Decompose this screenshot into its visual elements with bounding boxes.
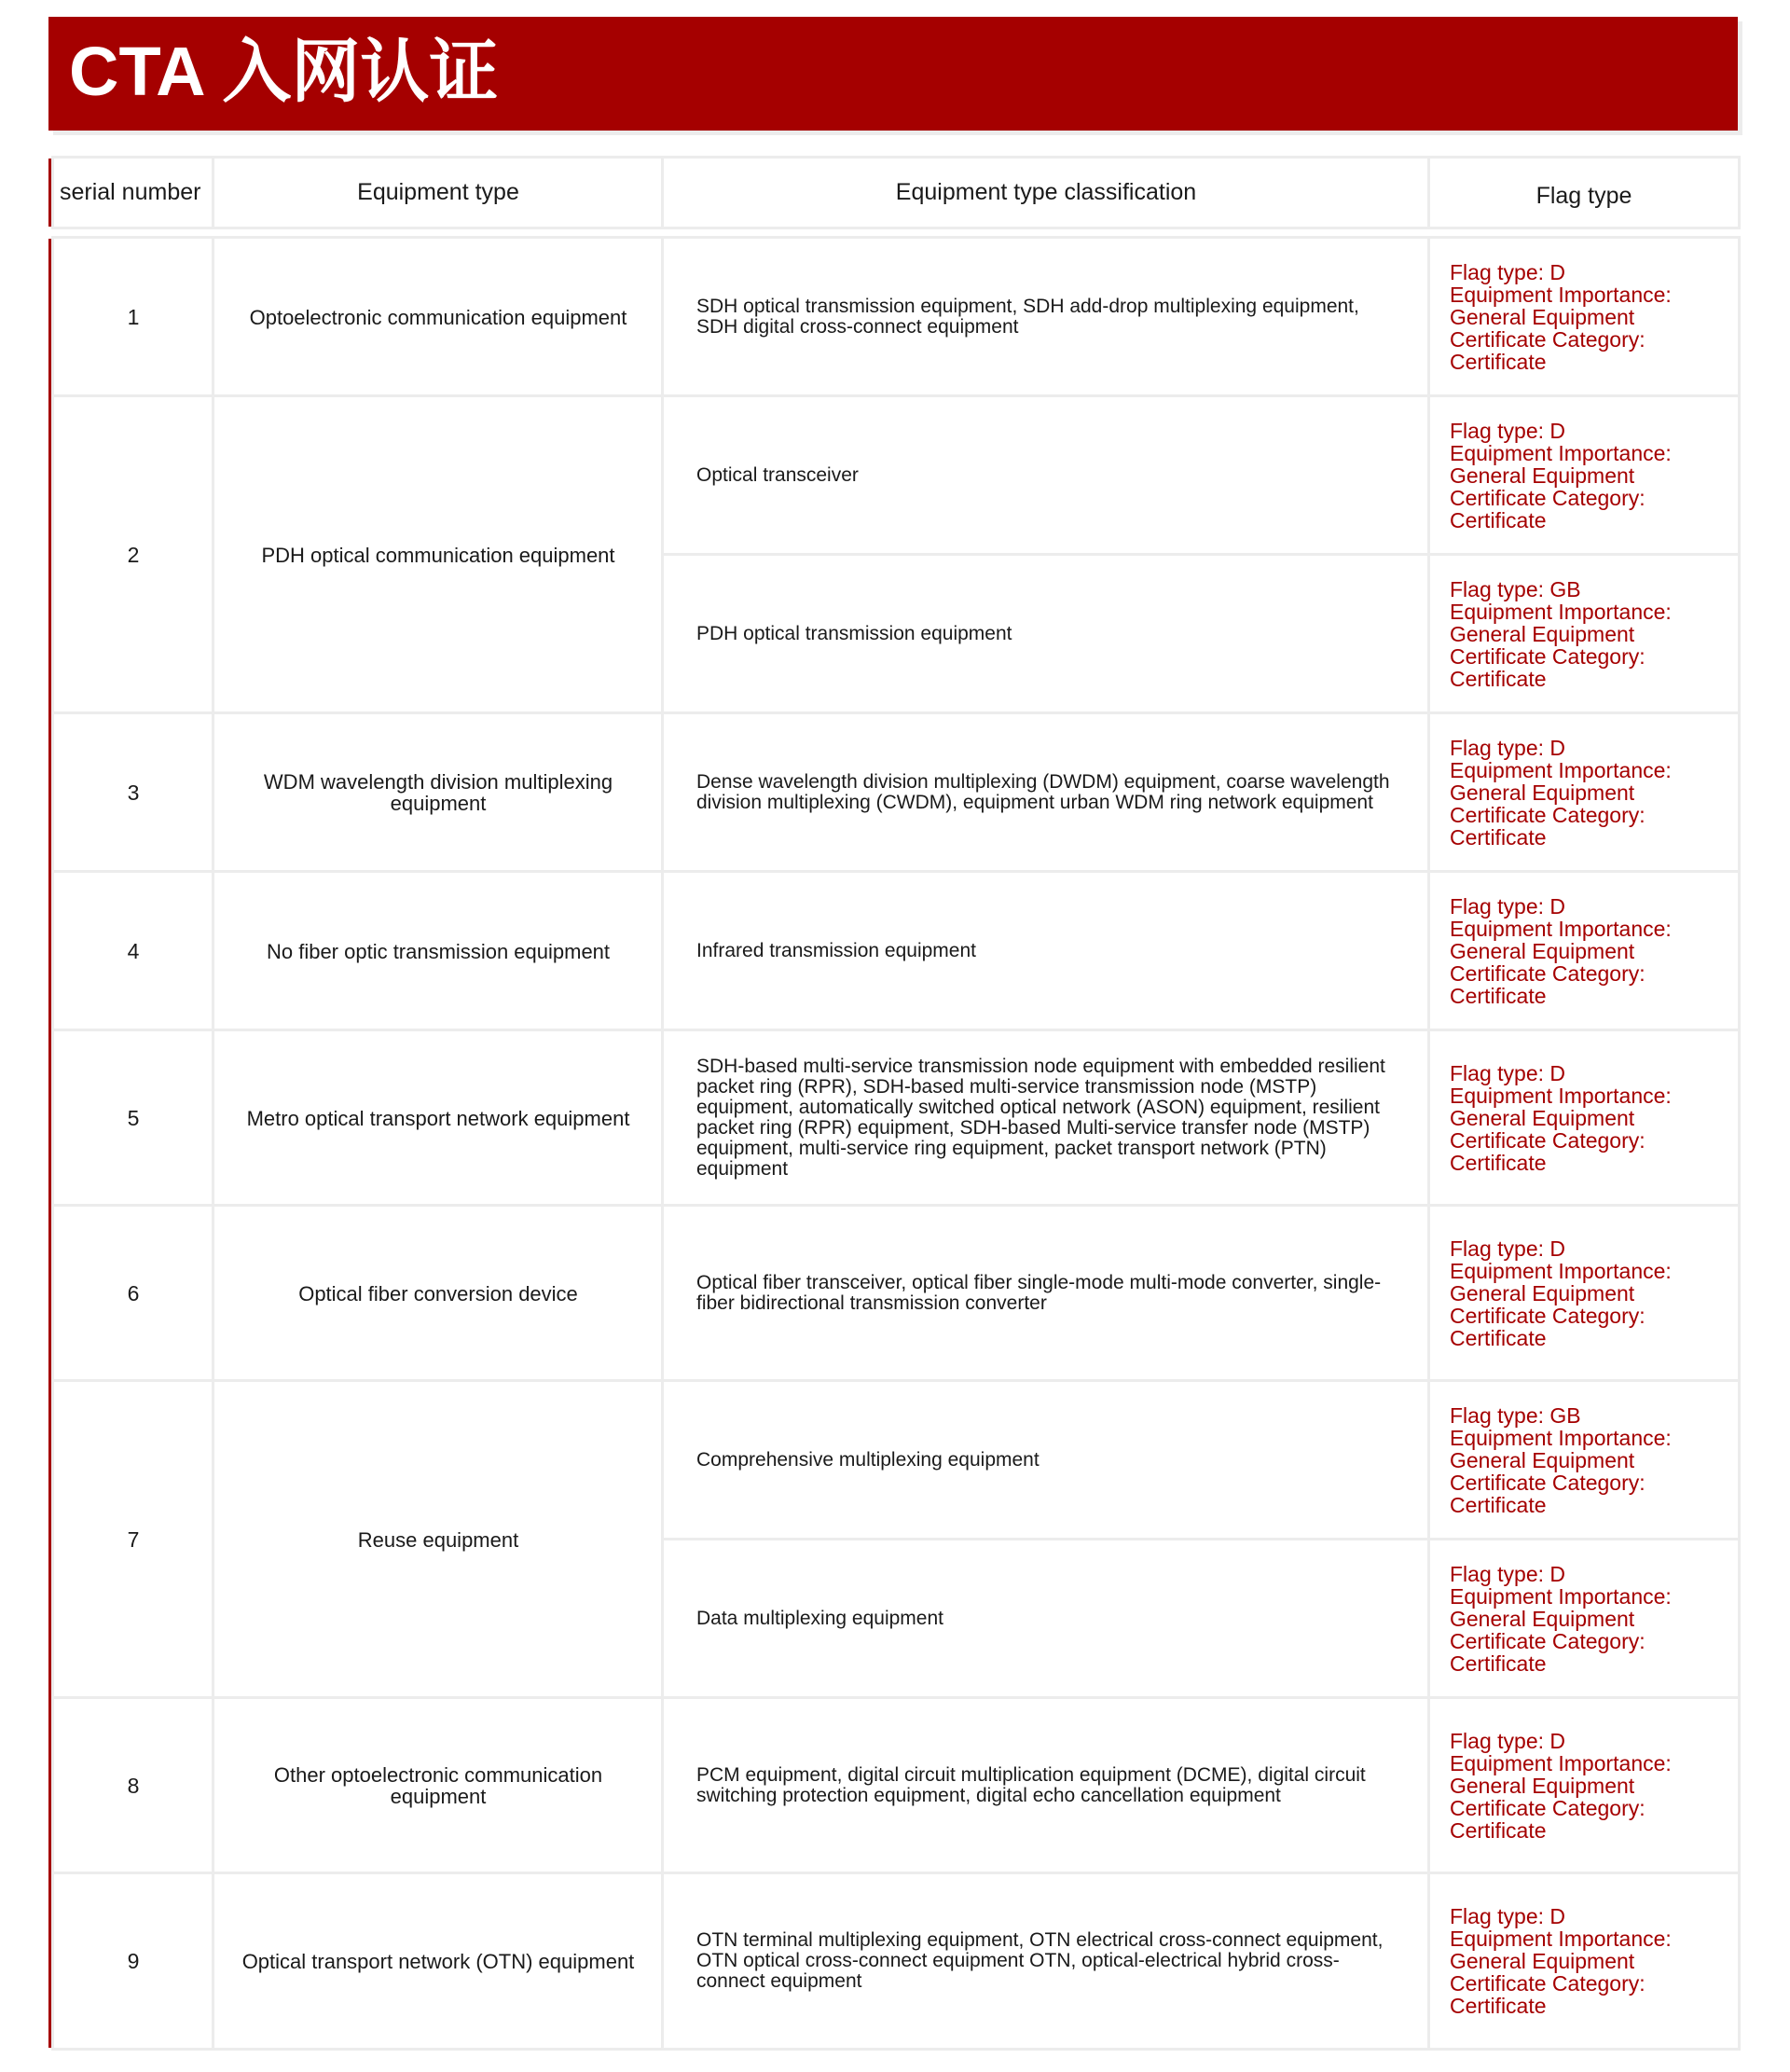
flag-type-value: D <box>1549 1562 1566 1586</box>
equipment-type: Optical transport network (OTN) equipment <box>241 1949 635 1973</box>
equipment-type: WDM wavelength division multiplexing equipment <box>263 770 613 815</box>
flag-info <box>1450 1404 1672 1516</box>
flag-type-label: Flag type: <box>1450 1904 1544 1928</box>
flag-info <box>1450 261 1672 373</box>
importance-value: General Equipment <box>1450 1774 1635 1798</box>
flag-info <box>1450 895 1672 1007</box>
serial-number: 9 <box>127 1948 140 1973</box>
equipment-type-cell <box>214 1031 662 1205</box>
importance-label: Equipment Importance: <box>1450 1259 1672 1283</box>
flag-type-value: D <box>1549 894 1566 919</box>
flag-type-label: Flag type: <box>1450 1061 1544 1085</box>
flag-info <box>1450 1730 1672 1842</box>
flag-type-value: D <box>1549 1236 1566 1261</box>
serial-number: 4 <box>127 938 140 963</box>
equipment-classification: Infrared transmission equipment <box>696 940 976 961</box>
flag-type-line <box>1450 1404 1672 1427</box>
equipment-type-cell <box>214 1699 662 1872</box>
serial-number: 2 <box>127 542 140 567</box>
equipment-type-cell <box>214 1382 662 1697</box>
serial-number: 5 <box>127 1105 140 1130</box>
equipment-type: Reuse equipment <box>357 1527 519 1552</box>
category-value: Certificate <box>1450 1326 1547 1350</box>
flag-type-line <box>1450 1563 1672 1585</box>
header-flag-type <box>1430 159 1738 227</box>
equipment-type: Optoelectronic communication equipment <box>249 305 627 329</box>
flag-info <box>1450 420 1672 532</box>
classification-cell <box>664 1031 1428 1205</box>
equipment-type-cell <box>214 714 662 871</box>
category-value: Certificate <box>1450 1493 1547 1517</box>
flag-type-label: Flag type: <box>1450 1562 1544 1586</box>
equipment-classification: OTN terminal multiplexing equipment, OTN electrical cross-connect equipment, OTN optical cross-connect equipment OTN, optical-electrical hybrid cross-connect equipment <box>696 1929 1384 1992</box>
importance-value: General Equipment <box>1450 1448 1635 1472</box>
flag-type-cell <box>1430 1699 1738 1872</box>
importance-value: General Equipment <box>1450 939 1635 963</box>
flag-type-cell <box>1430 239 1738 395</box>
equipment-type-cell <box>214 239 662 395</box>
importance-label: Equipment Importance: <box>1450 600 1672 624</box>
importance-label: Equipment Importance: <box>1450 1426 1672 1450</box>
serial-number-cell <box>54 239 213 395</box>
classification-cell <box>664 873 1428 1029</box>
flag-type-label: Flag type: <box>1450 419 1544 443</box>
classification-cell <box>664 1382 1428 1539</box>
flag-type-cell <box>1430 714 1738 871</box>
classification-cell <box>664 397 1428 554</box>
flag-type-line <box>1450 737 1672 759</box>
equipment-type: PDH optical communication equipment <box>261 543 615 567</box>
category-label: Certificate Category: <box>1450 486 1645 510</box>
category-label: Certificate Category: <box>1450 327 1645 352</box>
flag-type-cell <box>1430 1874 1738 2048</box>
classification-cell <box>664 714 1428 871</box>
importance-label: Equipment Importance: <box>1450 441 1672 465</box>
classification-cell <box>664 1699 1428 1872</box>
equipment-classification: PDH optical transmission equipment <box>696 623 1012 644</box>
importance-label: Equipment Importance: <box>1450 1584 1672 1609</box>
page-banner <box>48 17 1738 131</box>
flag-info <box>1450 578 1672 690</box>
flag-type-line <box>1450 420 1672 442</box>
equipment-type: Other optoelectronic communication equipment <box>273 1763 603 1808</box>
importance-label: Equipment Importance: <box>1450 1751 1672 1775</box>
serial-number: 1 <box>127 304 140 329</box>
category-label: Certificate Category: <box>1450 644 1645 669</box>
serial-number-cell <box>54 714 213 871</box>
flag-type-value: GB <box>1549 577 1581 601</box>
importance-value: General Equipment <box>1450 1281 1635 1305</box>
category-value: Certificate <box>1450 1994 1547 2018</box>
flag-type-value: D <box>1549 260 1566 284</box>
flag-type-line <box>1450 895 1672 918</box>
category-label: Certificate Category: <box>1450 1128 1645 1153</box>
flag-type-line <box>1450 1237 1672 1260</box>
flag-type-label: Flag type: <box>1450 894 1544 919</box>
importance-value: General Equipment <box>1450 622 1635 646</box>
importance-label: Equipment Importance: <box>1450 1927 1672 1951</box>
equipment-type-cell <box>214 1874 662 2048</box>
flag-type-cell <box>1430 397 1738 554</box>
category-value: Certificate <box>1450 350 1547 374</box>
serial-number-cell <box>54 1874 213 2048</box>
header-type-label: Equipment type <box>357 179 519 205</box>
category-label: Certificate Category: <box>1450 1971 1645 1996</box>
flag-type-value: D <box>1549 1904 1566 1928</box>
category-label: Certificate Category: <box>1450 1471 1645 1495</box>
flag-type-line <box>1450 1062 1672 1084</box>
importance-value: General Equipment <box>1450 463 1635 488</box>
category-value: Certificate <box>1450 1818 1547 1843</box>
flag-type-value: D <box>1549 736 1566 760</box>
flag-type-cell <box>1430 1207 1738 1380</box>
equipment-type-cell <box>214 397 662 712</box>
flag-type-value: D <box>1549 1061 1566 1085</box>
importance-value: General Equipment <box>1450 780 1635 805</box>
flag-type-value: GB <box>1549 1403 1581 1428</box>
equipment-classification: PCM equipment, digital circuit multiplication equipment (DCME), digital circuit switching protection equipment, digital echo cancellation equipment <box>696 1764 1366 1806</box>
flag-type-label: Flag type: <box>1450 260 1544 284</box>
serial-number: 8 <box>127 1773 140 1798</box>
classification-cell <box>664 1874 1428 2048</box>
equipment-classification: Optical fiber transceiver, optical fiber single-mode multi-mode converter, single-fiber bidirectional transmission converter <box>696 1272 1382 1314</box>
flag-type-line <box>1450 261 1672 283</box>
flag-type-line <box>1450 1905 1672 1927</box>
equipment-type: Optical fiber conversion device <box>298 1281 578 1305</box>
category-label: Certificate Category: <box>1450 803 1645 827</box>
serial-number-cell <box>54 1031 213 1205</box>
classification-cell <box>664 1207 1428 1380</box>
equipment-classification: SDH optical transmission equipment, SDH add-drop multiplexing equipment, SDH digital cross-connect equipment <box>696 296 1359 338</box>
classification-cell <box>664 1540 1428 1697</box>
serial-number: 7 <box>127 1526 140 1552</box>
header-equipment-type <box>214 159 662 227</box>
category-label: Certificate Category: <box>1450 1304 1645 1328</box>
category-value: Certificate <box>1450 508 1547 532</box>
equipment-classification: Dense wavelength division multiplexing (DWDM) equipment, coarse wavelength division multiplexing (CWDM), equipment urban WDM ring network equipment <box>696 771 1390 813</box>
flag-type-label: Flag type: <box>1450 577 1544 601</box>
importance-label: Equipment Importance: <box>1450 283 1672 307</box>
equipment-classification: Optical transceiver <box>696 464 859 486</box>
importance-label: Equipment Importance: <box>1450 1084 1672 1108</box>
classification-cell <box>664 556 1428 712</box>
header-flag-label: Flag type <box>1535 183 1632 209</box>
equipment-type-cell <box>214 873 662 1029</box>
equipment-classification: Comprehensive multiplexing equipment <box>696 1449 1040 1471</box>
importance-value: General Equipment <box>1450 1106 1635 1130</box>
importance-value: General Equipment <box>1450 305 1635 329</box>
serial-number-cell <box>54 873 213 1029</box>
header-serial-number <box>54 159 213 227</box>
flag-info <box>1450 1563 1672 1675</box>
equipment-classification: SDH-based multi-service transmission node equipment with embedded resilient packet ring (RPR), SDH-based multi-service transmission node (MSTP) equipment, automatically switched optical network (ASON) equipment, resilient packet ring (RPR) equipment, SDH-based Multi-service transfer node (MSTP) equipment, multi-service ring equipment, packet transport network (PTN) equipment <box>696 1056 1385 1180</box>
flag-type-line <box>1450 1730 1672 1752</box>
category-value: Certificate <box>1450 984 1547 1008</box>
category-value: Certificate <box>1450 1151 1547 1175</box>
importance-label: Equipment Importance: <box>1450 758 1672 782</box>
equipment-classification: Data multiplexing equipment <box>696 1608 943 1629</box>
importance-label: Equipment Importance: <box>1450 917 1672 941</box>
flag-type-value: D <box>1549 1729 1566 1753</box>
category-label: Certificate Category: <box>1450 961 1645 986</box>
serial-number: 3 <box>127 780 140 805</box>
flag-type-label: Flag type: <box>1450 1236 1544 1261</box>
flag-type-cell <box>1430 1031 1738 1205</box>
flag-info <box>1450 1062 1672 1174</box>
flag-type-line <box>1450 578 1672 601</box>
serial-number: 6 <box>127 1280 140 1305</box>
category-value: Certificate <box>1450 1651 1547 1676</box>
serial-number-cell <box>54 397 213 712</box>
category-value: Certificate <box>1450 667 1547 691</box>
flag-info <box>1450 1905 1672 2017</box>
category-value: Certificate <box>1450 825 1547 850</box>
flag-type-value: D <box>1549 419 1566 443</box>
flag-type-cell <box>1430 556 1738 712</box>
page-title: CTA 入网认证 <box>69 33 499 110</box>
flag-type-cell <box>1430 873 1738 1029</box>
classification-cell <box>664 239 1428 395</box>
category-label: Certificate Category: <box>1450 1796 1645 1820</box>
flag-type-label: Flag type: <box>1450 1729 1544 1753</box>
flag-type-cell <box>1430 1382 1738 1539</box>
flag-info <box>1450 737 1672 849</box>
header-serial-label: serial number <box>60 179 201 205</box>
flag-type-label: Flag type: <box>1450 736 1544 760</box>
equipment-type-cell <box>214 1207 662 1380</box>
category-label: Certificate Category: <box>1450 1629 1645 1653</box>
flag-type-cell <box>1430 1540 1738 1697</box>
equipment-type: No fiber optic transmission equipment <box>266 939 611 963</box>
header-classification-label: Equipment type classification <box>895 179 1197 205</box>
flag-info <box>1450 1237 1672 1349</box>
flag-type-label: Flag type: <box>1450 1403 1544 1428</box>
equipment-type: Metro optical transport network equipment <box>246 1106 630 1130</box>
importance-value: General Equipment <box>1450 1949 1635 1973</box>
serial-number-cell <box>54 1699 213 1872</box>
importance-value: General Equipment <box>1450 1607 1635 1631</box>
header-equipment-classification <box>664 159 1428 227</box>
serial-number-cell <box>54 1207 213 1380</box>
serial-number-cell <box>54 1382 213 1697</box>
